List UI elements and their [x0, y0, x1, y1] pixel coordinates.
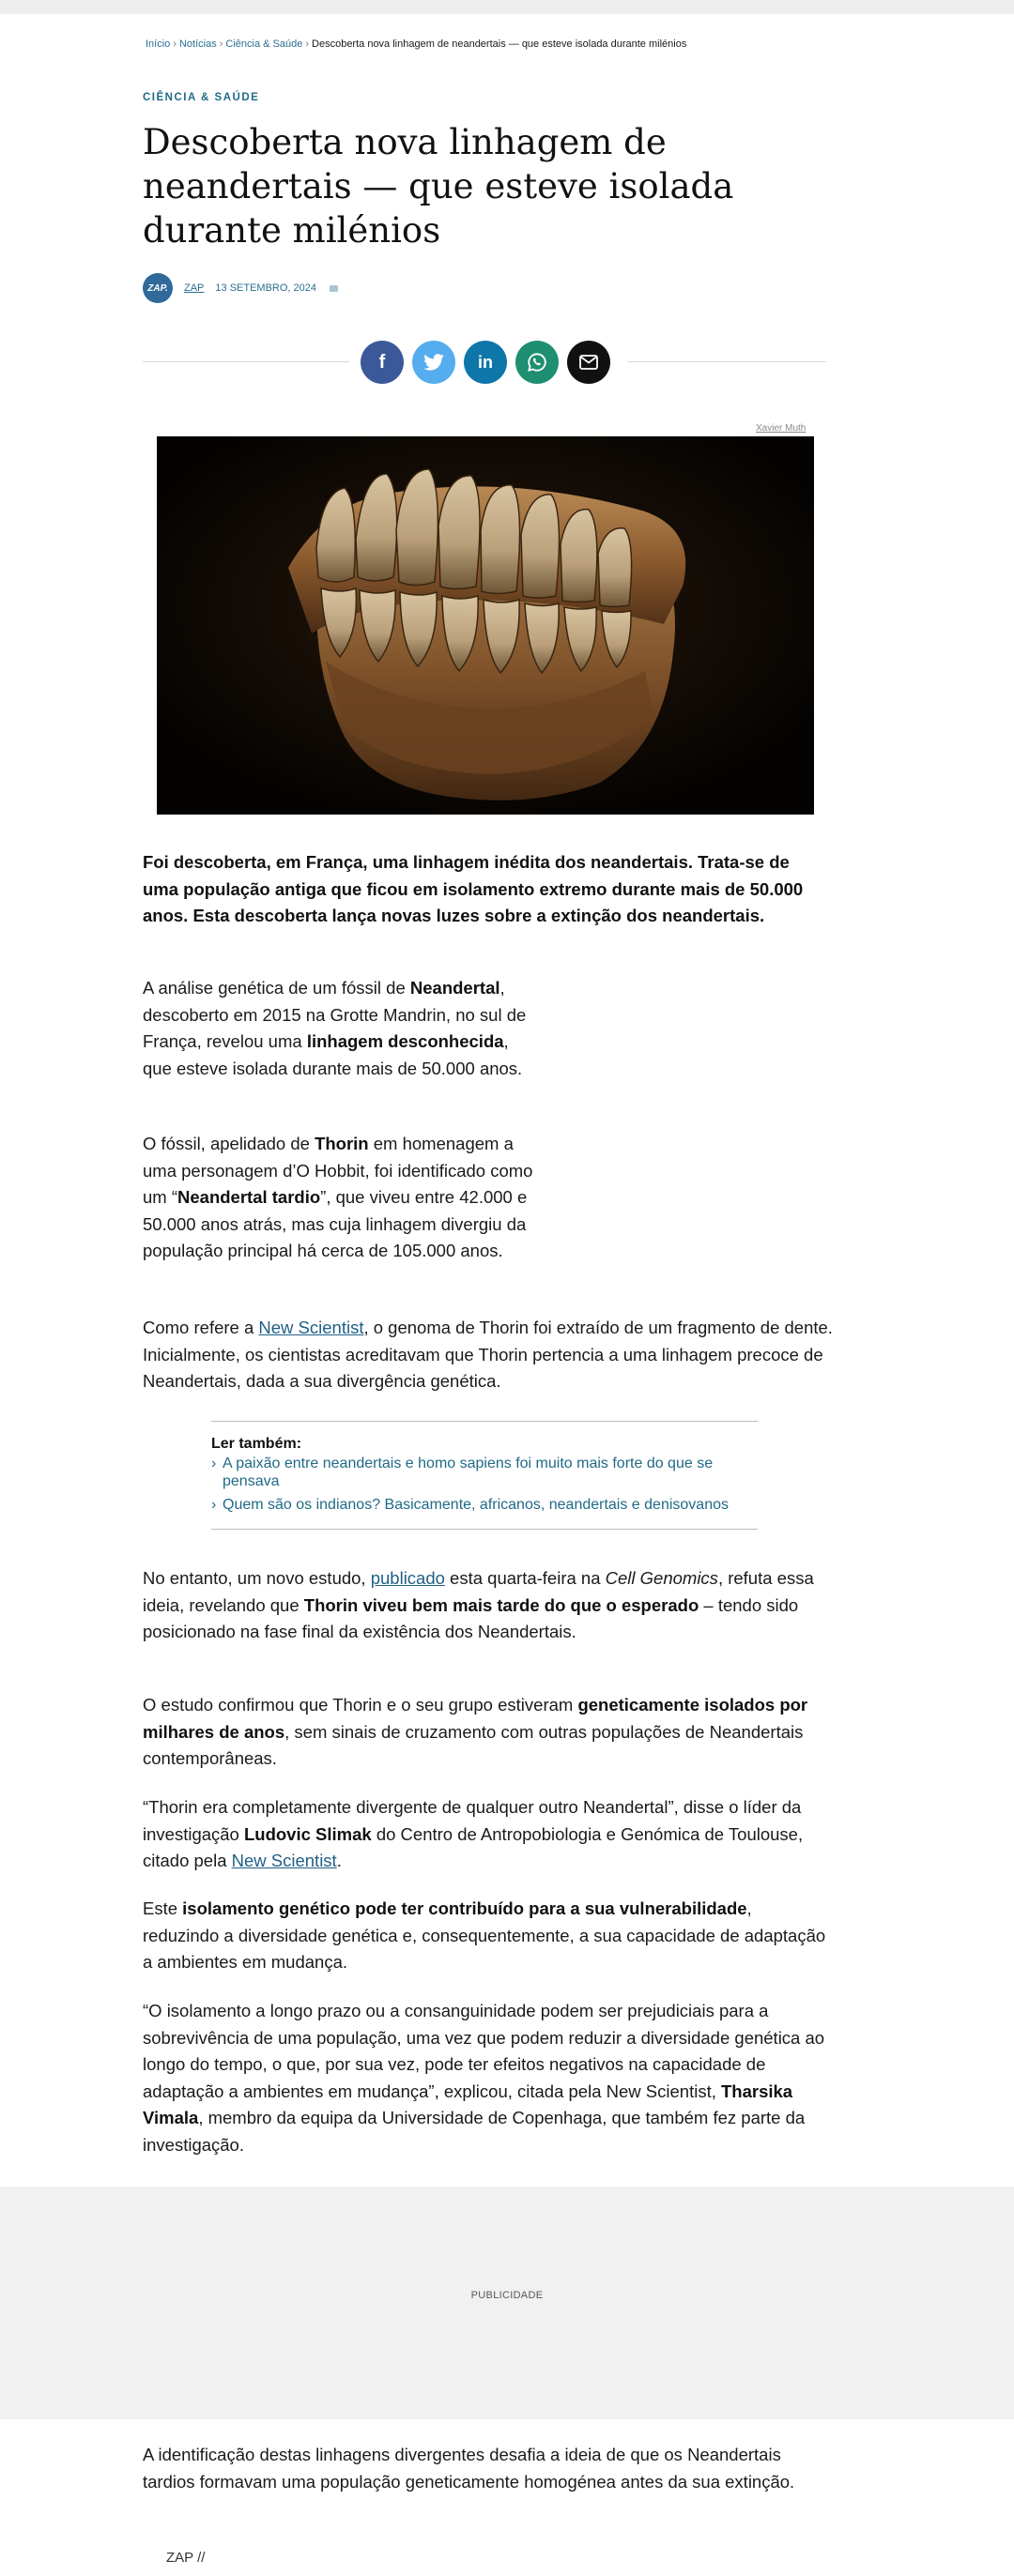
article-category-link[interactable]: CIÊNCIA & SAÚDE — [143, 92, 260, 103]
whatsapp-icon — [527, 352, 547, 373]
author-avatar[interactable]: ZAP. — [143, 273, 173, 303]
twitter-icon — [423, 354, 444, 371]
fossil-jaw-illustration — [157, 436, 814, 815]
email-share-button[interactable] — [567, 341, 610, 384]
body-paragraph-9: A identificação destas linhagens divergentes desafia a ideia de que os Neandertais tardios formavam uma população geneticamente homogénea antes da sua extinção. — [143, 2445, 795, 2492]
new-scientist-link[interactable]: New Scientist — [258, 1318, 364, 1337]
article-signature: ZAP // — [166, 2550, 206, 2566]
read-also-link-2[interactable] — [211, 1496, 758, 1514]
breadcrumb-news-link[interactable]: Notícias — [178, 38, 217, 50]
text-run: esta quarta-feira na — [444, 1568, 606, 1588]
chevron-right-icon: › — [211, 1497, 217, 1513]
text-run: A análise genética de um fóssil de — [143, 978, 410, 998]
article-meta — [143, 273, 338, 303]
journal-name: Cell Genomics — [605, 1568, 718, 1588]
publish-date: 13 SETEMBRO, 2024 — [215, 282, 317, 294]
advertisement-block[interactable] — [0, 2187, 1014, 2419]
bold-text: geneticamente isolados por milhares de anos — [143, 1695, 808, 1742]
text-run: , descoberto em 2015 na Grotte Mandrin, no sul de França, revelou uma — [143, 978, 527, 1051]
breadcrumb-separator: › — [305, 38, 310, 50]
breadcrumb-home-link[interactable]: Início — [146, 38, 171, 50]
text-run: Este — [143, 1898, 183, 1918]
body-paragraph-3 — [143, 1315, 833, 1395]
text-run: Como refere a — [143, 1318, 259, 1337]
bold-text: Tharsika Vimala — [143, 2081, 793, 2127]
top-bar — [0, 0, 1014, 14]
breadcrumb — [146, 38, 686, 50]
breadcrumb-category-link[interactable]: Ciência & Saúde — [225, 38, 303, 50]
text-run: . — [336, 1851, 342, 1870]
bold-text: Neandertal tardio — [177, 1187, 321, 1207]
read-also-box — [211, 1421, 758, 1530]
text-run: , refuta essa ideia, revelando que — [143, 1568, 814, 1615]
bold-text: Thorin — [315, 1134, 369, 1153]
ad-label: PUBLICIDADE — [470, 2290, 544, 2301]
body-paragraph-5 — [143, 1692, 828, 1773]
body-paragraph-1 — [143, 975, 537, 1082]
text-run: , reduzindo a diversidade genética e, consequentemente, a sua capacidade de adaptação a ambientes em mudança. — [143, 1898, 826, 1972]
text-run: , sem sinais de cruzamento com outras populações de Neandertais contemporâneas. — [143, 1721, 804, 1768]
text-run: ”, que viveu entre 42.000 e 50.000 anos atrás, mas cuja linhagem divergiu da população principal há cerca de 105.000 anos. — [143, 1187, 528, 1260]
text-run: “O isolamento a longo prazo ou a consanguinidade podem ser prejudiciais para a sobrevivência de uma população, uma vez que podem reduzir a diversidade genética ao longo do tempo, o que, por sua vez, pode ter efeitos negativos na capacidade de adaptação a ambientes em mudança”, explicou, citada pela New Scientist, — [143, 2001, 825, 2101]
whatsapp-share-button[interactable] — [515, 341, 559, 384]
mail-icon — [579, 355, 598, 370]
bold-text: isolamento genético pode ter contribuído para a sua vulnerabilidade — [182, 1898, 747, 1918]
body-paragraph-6 — [143, 1794, 833, 1875]
body-paragraph-8 — [143, 1998, 833, 2158]
text-run: – tendo sido posicionado na fase final da existência dos Neandertais. — [143, 1594, 799, 1641]
chevron-right-icon: › — [211, 1456, 217, 1471]
bold-text: linhagem desconhecida — [306, 1031, 504, 1051]
bold-text: Ludovic Slimak — [243, 1823, 372, 1844]
linkedin-icon: in — [478, 352, 493, 372]
bold-text: Thorin viveu bem mais tarde do que o esperado — [303, 1594, 699, 1615]
body-paragraph-7 — [143, 1896, 833, 1976]
twitter-share-button[interactable] — [412, 341, 455, 384]
comment-icon[interactable] — [330, 285, 338, 292]
text-run: do Centro de Antropobiologia e Genómica de Toulouse, citado pela — [143, 1823, 804, 1870]
neanderthal-jaw-photo — [157, 436, 814, 815]
facebook-icon: f — [378, 351, 386, 373]
author-link[interactable]: ZAP — [184, 282, 205, 294]
share-bar — [143, 341, 826, 384]
breadcrumb-separator: › — [173, 38, 177, 50]
text-run: em homenagem a uma personagem d’O Hobbit, foi identificado como um “ — [143, 1134, 533, 1207]
breadcrumb-current: Descoberta nova linhagem de neandertais — que esteve isolada durante milénios — [312, 38, 687, 50]
share-divider-right — [627, 361, 826, 362]
text-run: O estudo confirmou que Thorin e o seu grupo estiveram — [143, 1695, 578, 1715]
text-run: , que esteve isolada durante mais de 50.000 anos. — [143, 1031, 523, 1078]
read-also-title: Ler também: — [211, 1436, 302, 1452]
body-paragraph-2 — [143, 1131, 537, 1265]
text-run: , o genoma de Thorin foi extraído de um fragmento de dente. Inicialmente, os cientistas acreditavam que Thorin pertencia a uma linhagem precoce de Neandertais, dada a sua divergência genética. — [143, 1318, 833, 1391]
image-credit: Xavier Muth — [756, 423, 807, 434]
facebook-share-button[interactable] — [361, 341, 404, 384]
new-scientist-link[interactable]: New Scientist — [231, 1851, 337, 1870]
publicado-link[interactable]: publicado — [370, 1568, 445, 1588]
breadcrumb-separator: › — [219, 38, 223, 50]
linkedin-share-button[interactable] — [464, 341, 507, 384]
share-divider-left — [143, 361, 349, 362]
text-run: , membro da equipa da Universidade de Copenhaga, que também fez parte da investigação. — [143, 2108, 806, 2155]
text-run: O fóssil, apelidado de — [143, 1134, 315, 1153]
bold-text: Neandertal — [409, 978, 500, 998]
text-run: No entanto, um novo estudo, — [143, 1568, 371, 1588]
body-paragraph-4 — [143, 1565, 828, 1646]
read-also-link-text: A paixão entre neandertais e homo sapiens foi muito mais forte do que se pensava — [223, 1456, 714, 1489]
read-also-link-text: Quem são os indianos? Basicamente, africanos, neandertais e denisovanos — [223, 1497, 729, 1513]
read-also-link-1[interactable] — [211, 1455, 758, 1490]
lead-paragraph: Foi descoberta, em França, uma linhagem inédita dos neandertais. Trata-se de uma população antiga que ficou em isolamento extremo durante mais de 50.000 anos. Esta descoberta lança novas luzes sobre a extinção dos neandertais. — [143, 852, 804, 925]
article-title: Descoberta nova linhagem de neandertais — que esteve isolada durante milénios — [143, 122, 734, 251]
text-run: “Thorin era completamente divergente de qualquer outro Neandertal”, disse o líder da investigação — [143, 1797, 802, 1844]
